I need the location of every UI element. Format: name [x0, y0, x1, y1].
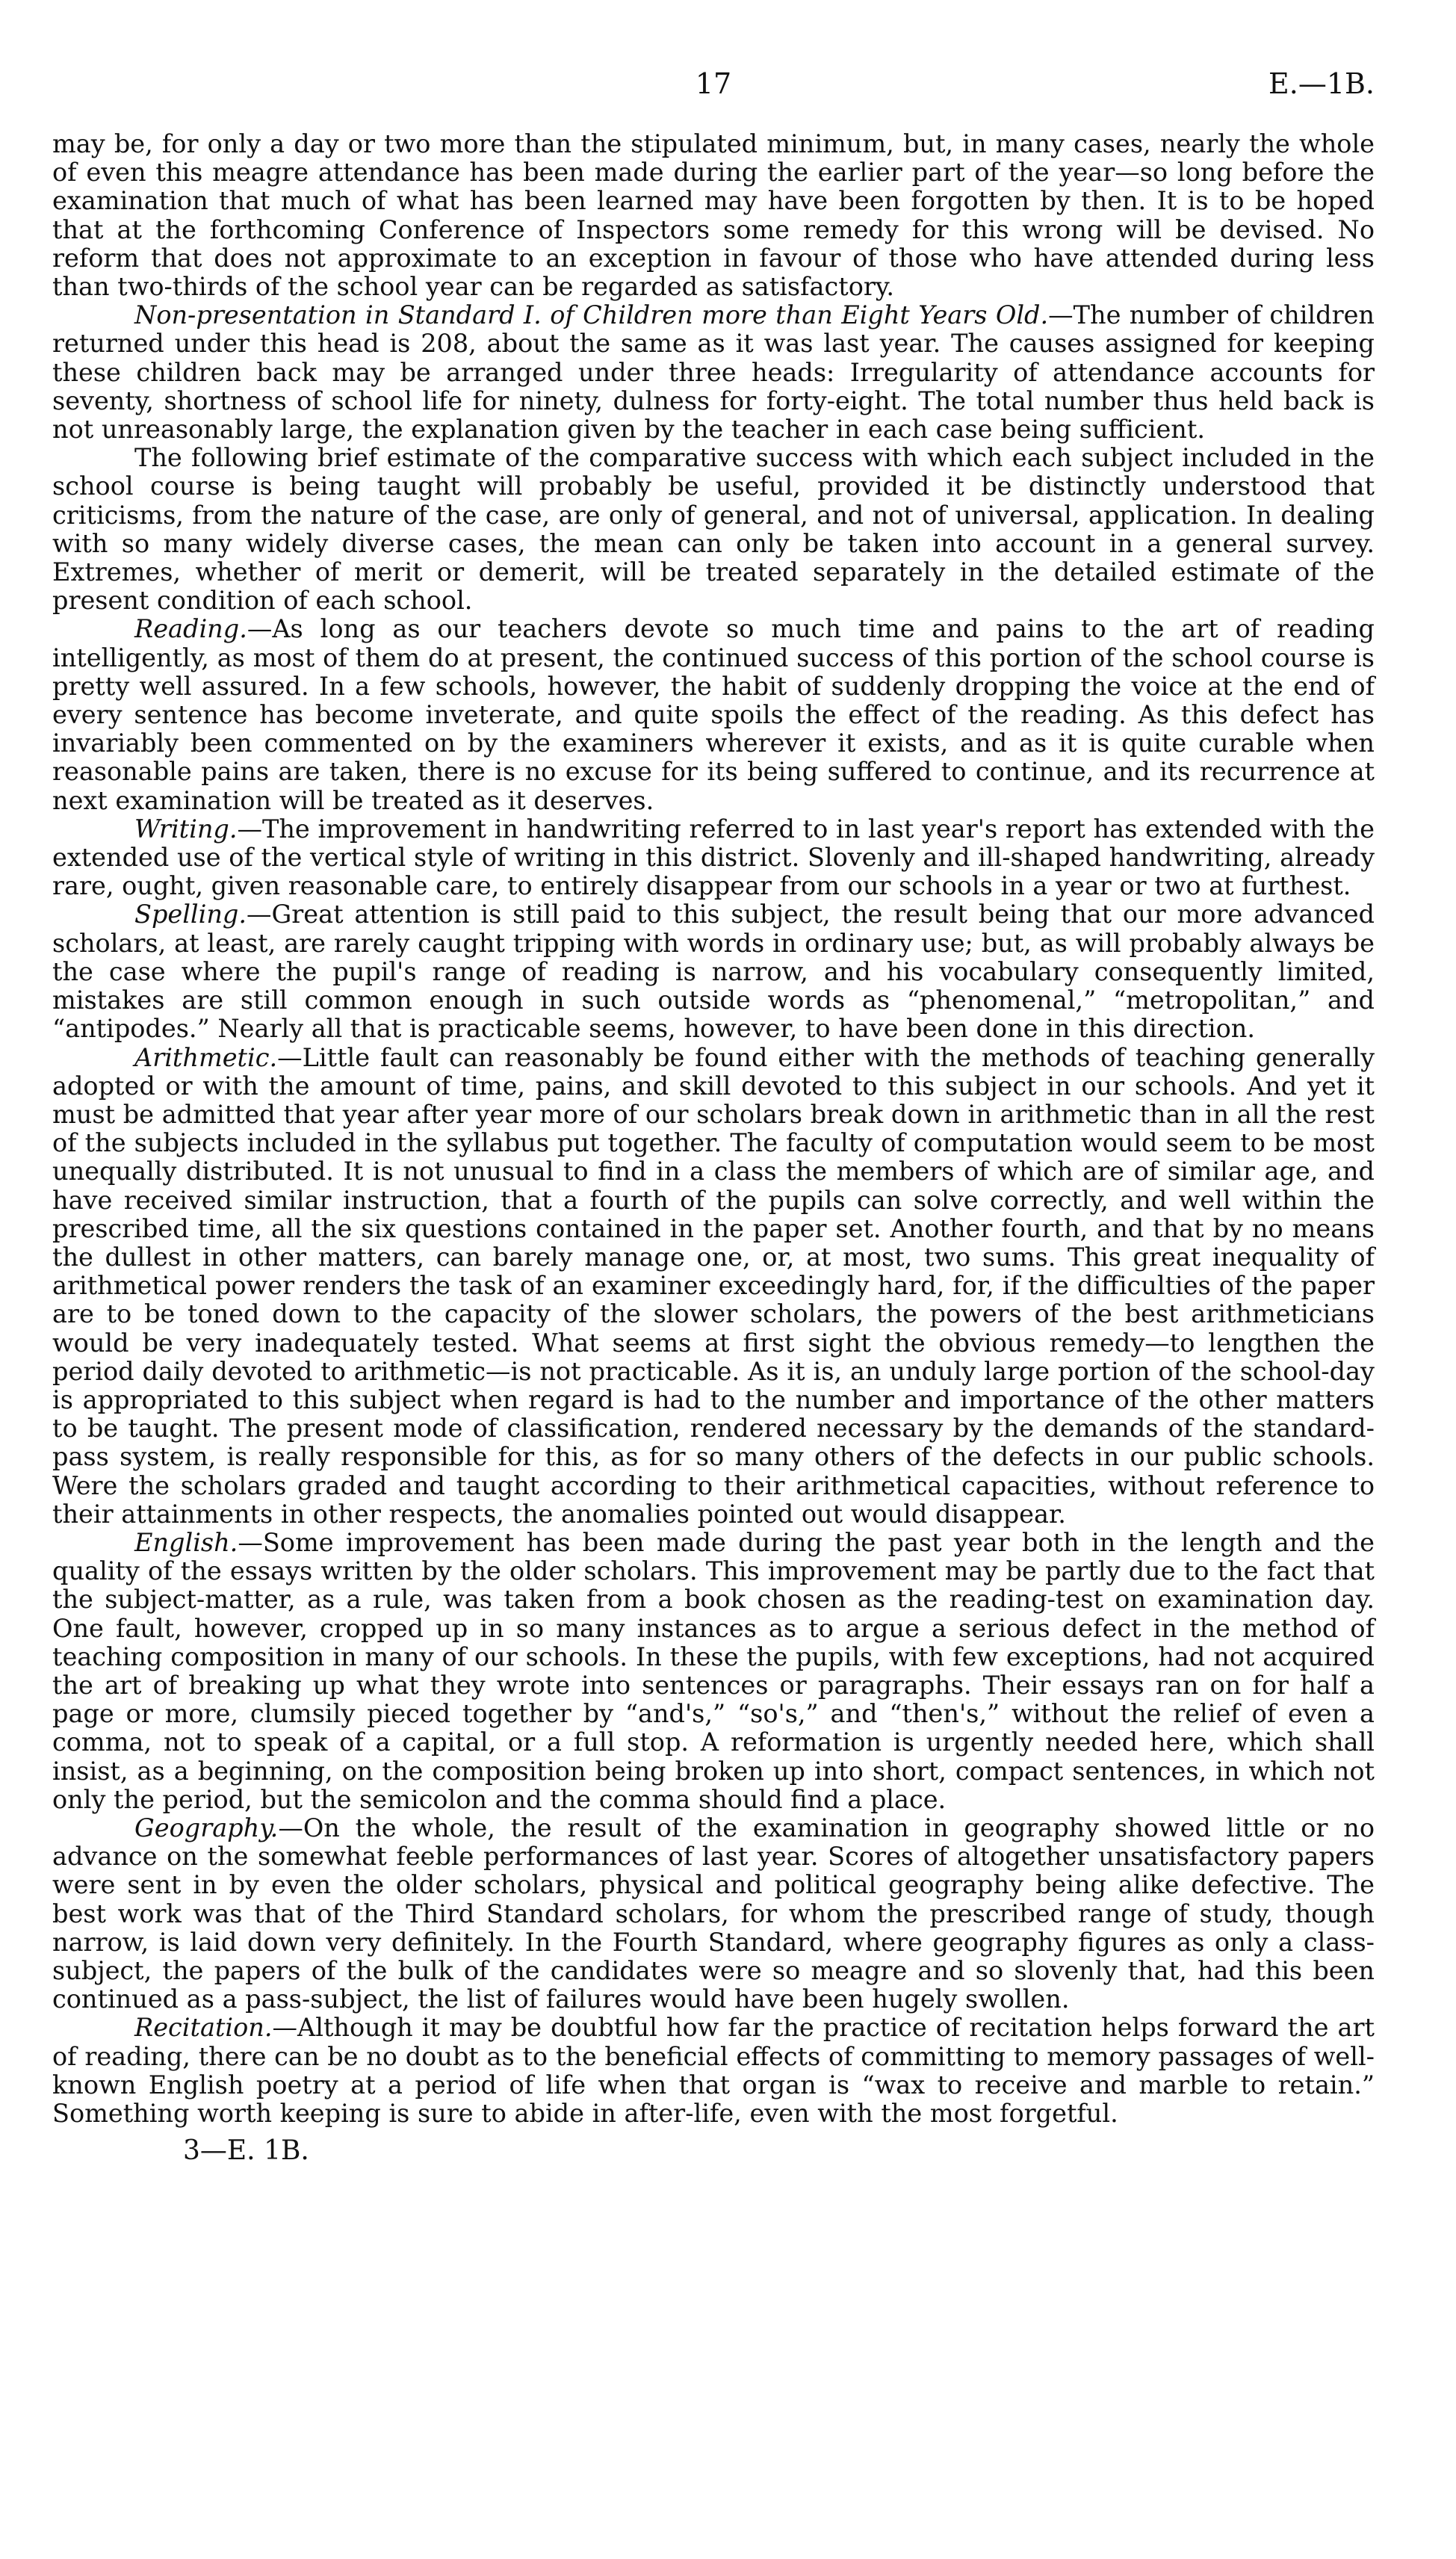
section-heading: Recitation. — [134, 2013, 273, 2043]
paragraph-text: —Although it may be doubtful how far the practice of recitation helps forward the art of reading, there can be no doubt as to the beneficial effects of committing to memory passages of well-known English poetry at a period of life when that organ is “wax to receive and marble to retain.” Something worth keeping is sure to abide in after-life, even with the most forgetful. — [52, 2013, 1375, 2129]
paragraph-continuation — [52, 130, 1375, 301]
paragraph-text: may be, for only a day or two more than the stipulated minimum, but, in many cases, nearly the whole of even this meagre attendance has been made during the earlier part of the year—so long before the examination that much of what has been learned may have been forgotten by then. It is to be hoped that at the forthcoming Conference of Inspectors some remedy for this wrong will be devised. No reform that does not approximate to an exception in favour of those who have attended during less than two-thirds of the school year can be regarded as satisfactory. — [52, 129, 1375, 302]
paragraph-non-presentation — [52, 301, 1375, 444]
page-signature: 3—E. 1B. — [183, 2135, 309, 2167]
section-heading: Arithmetic. — [134, 1042, 278, 1072]
paragraph-geography — [52, 1814, 1375, 2014]
paragraph-arithmetic — [52, 1044, 1375, 1529]
section-heading: Spelling. — [134, 900, 247, 929]
section-heading: Non-presentation in Standard I. of Children more than Eight Years Old. — [134, 300, 1049, 330]
section-heading: English. — [134, 1527, 238, 1557]
paragraph-estimate — [52, 444, 1375, 615]
section-heading: Reading. — [134, 614, 247, 644]
paragraph-text: —Some improvement has been made during the past year both in the length and the quality of the essays written by the older scholars. This improvement may be partly due to the fact that the subject-matter, as a rule, was taken from a book chosen as the reading-test on examination day. One fault, however, cropped up in so many instances as to argue a serious defect in the method of teaching composition in many of our schools. In these the pupils, with few exceptions, had not acquired the art of breaking up what they wrote into sentences or paragraphs. Their essays ran on for half a page or more, clumsily pieced together by “and's,” “so's,” and “then's,” without the relief of even a comma, not to speak of a capital, or a full stop. A reformation is urgently needed here, which shall insist, as a beginning, on the composition being broken up into short, compact sentences, in which not only the period, but the semicolon and the comma should find a place. — [52, 1527, 1375, 1814]
paragraph-text: —On the whole, the result of the examination in geography showed little or no advance on the somewhat feeble performances of last year. Scores of altogether unsatisfactory papers were sent in by even the older scholars, physical and political geography being alike defective. The best work was that of the Third Standard scholars, for whom the prescribed range of study, though narrow, is laid down very definitely. In the Fourth Standard, where geography figures as only a class-subject, the papers of the bulk of the candidates were so meagre and so slovenly that, had this been continued as a pass-subject, the list of failures would have been hugely swollen. — [52, 1813, 1375, 2014]
page-number: 17 — [695, 67, 732, 100]
section-heading: Geography. — [134, 1813, 279, 1842]
document-reference: E.—1B. — [1268, 67, 1375, 100]
paragraph-spelling — [52, 900, 1375, 1043]
paragraph-recitation — [52, 2014, 1375, 2128]
section-heading: Writing. — [134, 814, 238, 844]
paragraph-text: The following brief estimate of the comparative success with which each subject included in the school course is being taught will probably be useful, provided it be distinctly understood that criticisms, from the nature of the case, are only of general, and not of universal, application. In dealing with so many widely diverse cases, the mean can only be taken into account in a general survey. Extremes, whether of merit or demerit, will be treated separately in the detailed estimate of the present condition of each school. — [52, 443, 1375, 616]
document-page — [52, 67, 1375, 2166]
paragraph-english — [52, 1529, 1375, 1814]
paragraph-text: —As long as our teachers devote so much time and pains to the art of reading intelligently, as most of them do at present, the continued success of this portion of the school course is pretty well assured. In a few schools, however, the habit of suddenly dropping the voice at the end of every sentence has become inveterate, and quite spoils the effect of the reading. As this defect has invariably been commented on by the examiners wherever it exists, and as it is quite curable when reasonable pains are taken, there is no excuse for its being suffered to continue, and its recurrence at next examination will be treated as it deserves. — [52, 614, 1375, 815]
page-header — [52, 67, 1375, 111]
paragraph-text: —Little fault can reasonably be found either with the methods of teaching generally adopted or with the amount of time, pains, and skill devoted to this subject in our schools. And yet it must be admitted that year after year more of our scholars break down in arithmetic than in all the rest of the subjects included in the syllabus put together. The faculty of computation would seem to be most unequally distributed. It is not unusual to find in a class the members of which are of similar age, and have received similar instruction, that a fourth of the pupils can solve correctly, and well within the prescribed time, all the six questions contained in the paper set. Another fourth, and that by no means the dullest in other matters, can barely manage one, or, at most, two sums. This great inequality of arithmetical power renders the task of an examiner exceedingly hard, for, if the difficulties of the paper are to be toned down to the capacity of the slower scholars, the powers of the best arithmeticians would be very inadequately tested. What seems at first sight the obvious remedy—to lengthen the period daily devoted to arithmetic—is not practicable. As it is, an unduly large portion of the school-day is appropriated to this subject when regard is had to the number and importance of the other matters to be taught. The present mode of classification, rendered necessary by the demands of the standard-pass system, is really responsible for this, as for so many others of the defects in our public schools. Were the scholars graded and taught according to their arithmetical capacities, without reference to their attainments in other respects, the anomalies pointed out would disappear. — [52, 1042, 1375, 1529]
paragraph-writing — [52, 815, 1375, 901]
paragraph-text: —The number of children returned under this head is 208, about the same as it was last year. The causes assigned for keeping these children back may be arranged under three heads: Irregularity of attendance accounts for seventy, shortness of school life for ninety, dulness for forty-eight. The total number thus held back is not unreasonably large, the explanation given by the teacher in each case being sufficient. — [52, 300, 1375, 445]
paragraph-text: —Great attention is still paid to this subject, the result being that our more advanced scholars, at least, are rarely caught tripping with words in ordinary use; but, as will probably always be the case where the pupil's range of reading is narrow, and his vocabulary consequently limited, mistakes are still common enough in such outside words as “phenomenal,” “metropolitan,” and “antipodes.” Nearly all that is practicable seems, however, to have been done in this direction. — [52, 900, 1375, 1044]
paragraph-text: —The improvement in handwriting referred to in last year's report has extended with the extended use of the vertical style of writing in this district. Slovenly and ill-shaped handwriting, already rare, ought, given reasonable care, to entirely disappear from our schools in a year or two at furthest. — [52, 814, 1375, 901]
paragraph-reading — [52, 615, 1375, 814]
body-text — [52, 130, 1375, 2128]
